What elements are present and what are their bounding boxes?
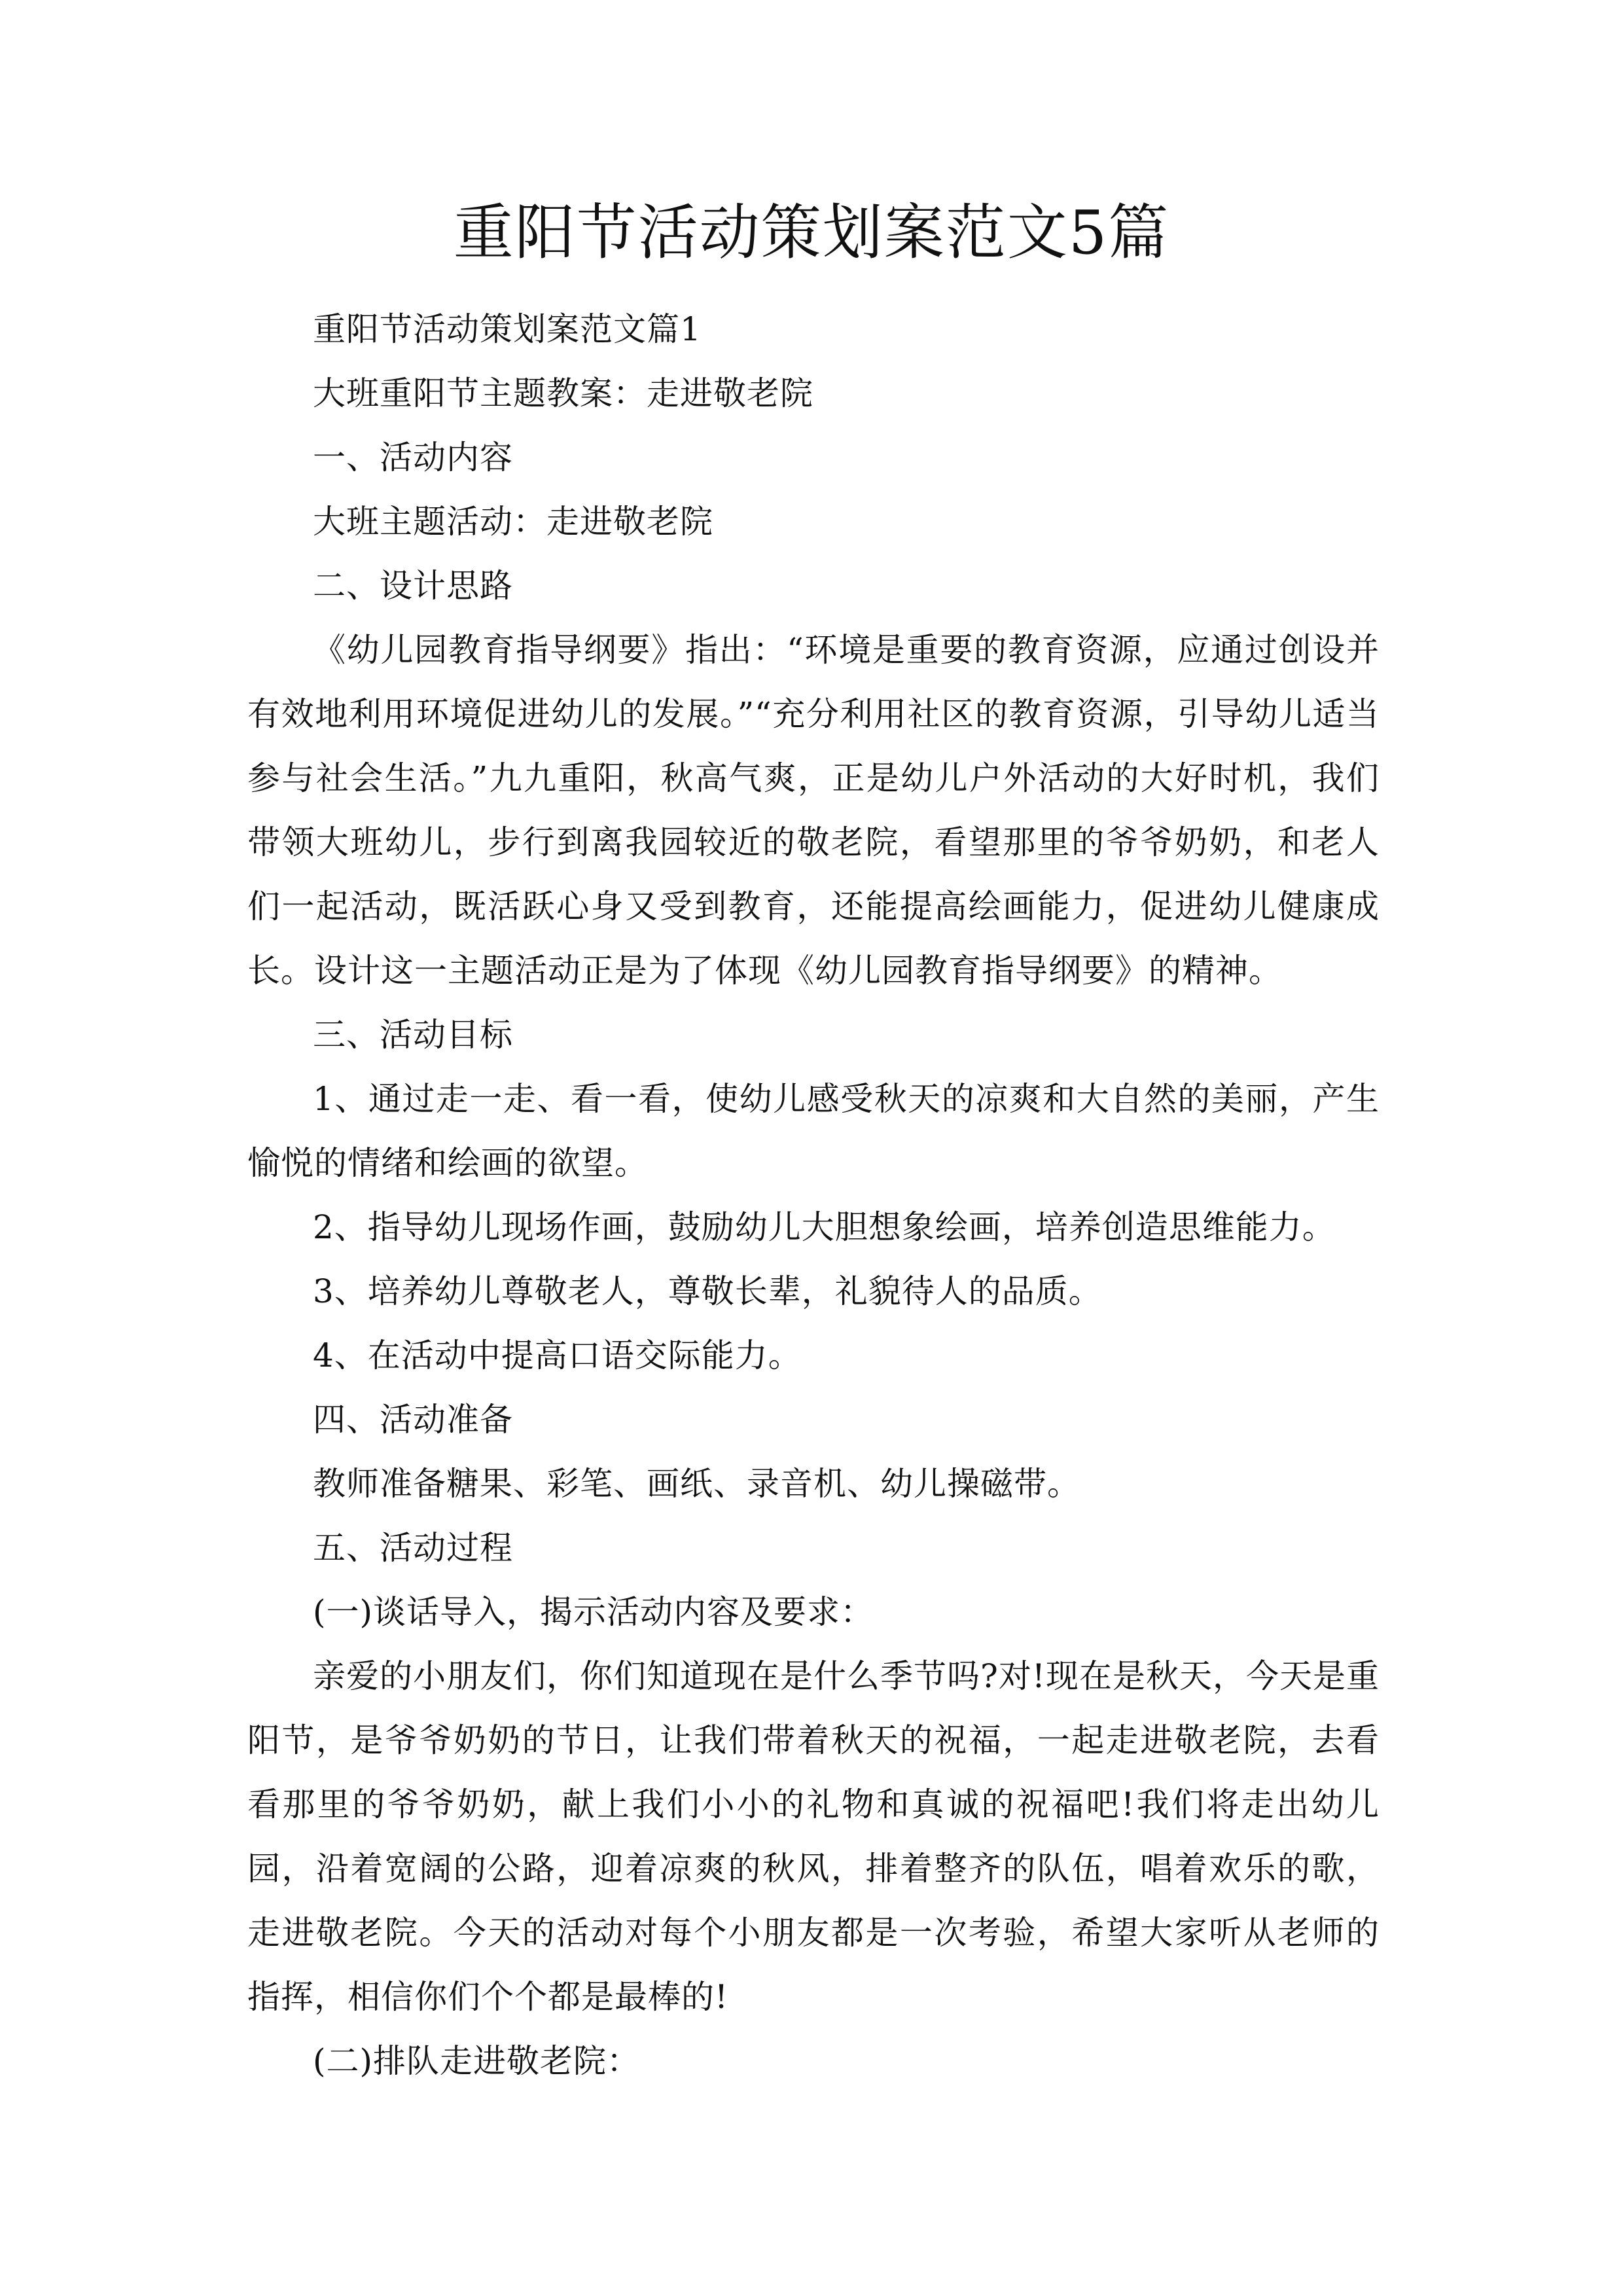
paragraph-heading-activity-content: 一、活动内容 — [313, 439, 513, 476]
paragraph-goal-1: 1、通过走一走、看一看，使幼儿感受秋天的凉爽和大自然的美丽，产生愉悦的情绪和绘画的欲望。 — [247, 1080, 1380, 1182]
paragraph-heading-goals: 三、活动目标 — [313, 1016, 513, 1054]
document-title: 重阳节活动策划案范文5篇 — [453, 198, 1170, 268]
paragraph-goal-2: 2、指导幼儿现场作画，鼓励幼儿大胆想象绘画，培养创造思维能力。 — [313, 1208, 1336, 1246]
paragraph-heading-process: 五、活动过程 — [313, 1529, 513, 1567]
paragraph-step-2-heading: (二)排队走进敬老院： — [313, 2042, 641, 2080]
paragraph-lesson-title: 大班重阳节主题教案：走进敬老院 — [313, 374, 813, 412]
paragraph-heading-preparation: 四、活动准备 — [313, 1401, 513, 1439]
paragraph-activity-theme: 大班主题活动：走进敬老院 — [313, 503, 713, 541]
paragraph-step-1-text: 亲爱的小朋友们，你们知道现在是什么季节吗?对!现在是秋天，今天是重阳节，是爷爷奶奶的节日，让我们带着秋天的祝福，一起走进敬老院，去看看那里的爷爷奶奶，献上我们小小的礼物和真诚的祝福吧!我们将走出幼儿园，沿着宽阔的公路，迎着凉爽的秋风，排着整齐的队伍，唱着欢乐的歌，走进敬老院。今天的活动对每个小朋友都是一次考验，希望大家听从老师的指挥，相信你们个个都是最棒的! — [247, 1657, 1380, 2016]
paragraph-preparation: 教师准备糖果、彩笔、画纸、录音机、幼儿操磁带。 — [313, 1465, 1080, 1503]
paragraph-step-1-heading: (一)谈话导入，揭示活动内容及要求： — [313, 1593, 874, 1631]
paragraph-section-heading: 重阳节活动策划案范文篇1 — [313, 310, 702, 348]
document-body — [247, 297, 1380, 2093]
paragraph-heading-design-idea: 二、设计思路 — [313, 567, 513, 605]
paragraph-design-idea: 《幼儿园教育指导纲要》指出：“环境是重要的教育资源，应通过创设并有效地利用环境促进幼儿的发展。”“充分利用社区的教育资源，引导幼儿适当参与社会生活。”九九重阳，秋高气爽，正是幼儿户外活动的大好时机，我们带领大班幼儿，步行到离我园较近的敬老院，看望那里的爷爷奶奶，和老人们一起活动，既活跃心身又受到教育，还能提高绘画能力，促进幼儿健康成长。设计这一主题活动正是为了体现《幼儿园教育指导纲要》的精神。 — [247, 631, 1380, 990]
paragraph-goal-3: 3、培养幼儿尊敬老人，尊敬长辈，礼貌待人的品质。 — [313, 1272, 1102, 1310]
paragraph-goal-4: 4、在活动中提高口语交际能力。 — [313, 1336, 802, 1374]
